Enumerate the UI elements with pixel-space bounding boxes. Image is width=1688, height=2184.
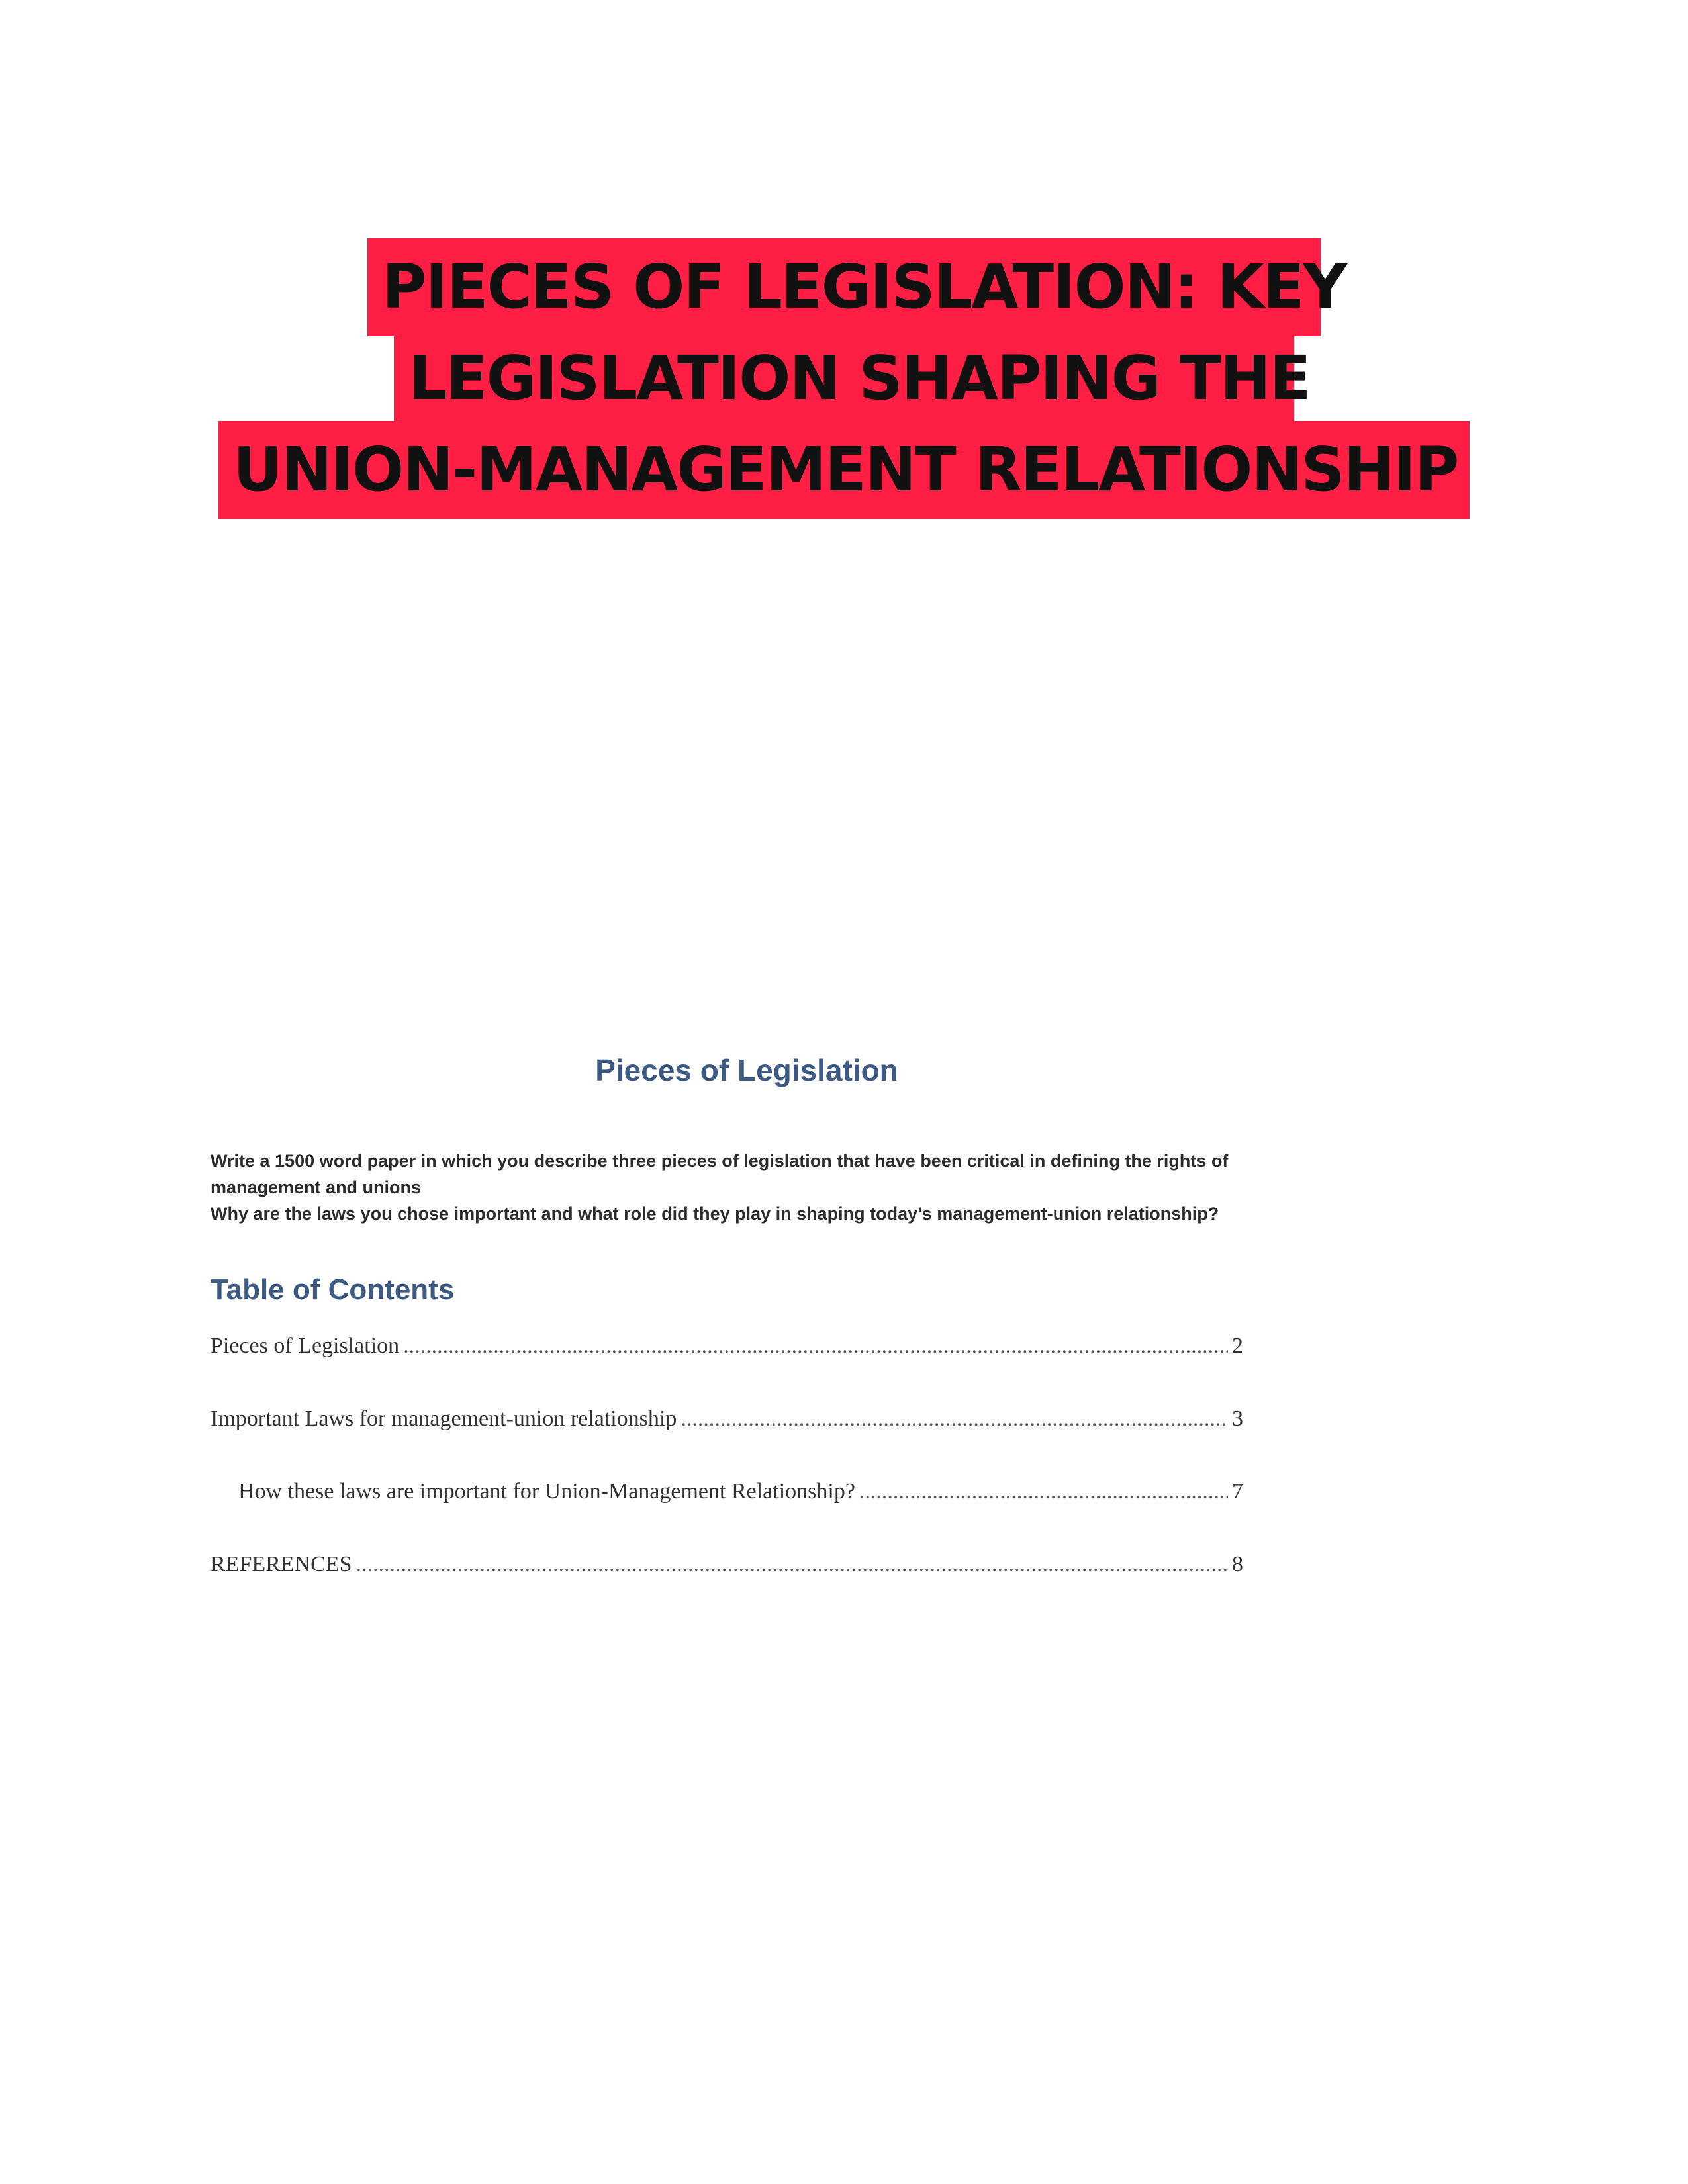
- toc-dot-leader: [680, 1406, 1228, 1432]
- banner-title-line-2: LEGISLATION SHAPING THE: [394, 330, 1294, 428]
- toc-entry-page: 3: [1232, 1406, 1243, 1431]
- toc-heading: Table of Contents: [211, 1273, 455, 1306]
- toc-entry-label: Pieces of Legislation: [211, 1334, 400, 1358]
- toc-dot-leader: [403, 1333, 1228, 1359]
- table-of-contents: [211, 1333, 1243, 1624]
- assignment-prompt-line-1: Write a 1500 word paper in which you describe three pieces of legislation that have been critical in defining the rights of management and unions: [211, 1151, 1229, 1197]
- assignment-prompt: [211, 1148, 1243, 1227]
- banner-title-line-1: PIECES OF LEGISLATION: KEY: [367, 238, 1321, 336]
- toc-entry-page: 2: [1232, 1334, 1243, 1358]
- assignment-prompt-line-2: Why are the laws you chose important and what role did they play in shaping today’s management-union relationship?: [211, 1204, 1219, 1224]
- toc-entry-label: REFERENCES: [211, 1552, 352, 1576]
- toc-entry-important-laws[interactable]: [211, 1406, 1243, 1479]
- cover-banner: [0, 238, 1688, 519]
- toc-entry-references[interactable]: [211, 1551, 1243, 1624]
- toc-entry-page: 8: [1232, 1552, 1243, 1576]
- toc-entry-pieces-of-legislation[interactable]: [211, 1333, 1243, 1406]
- toc-entry-label: Important Laws for management-union relationship: [211, 1406, 677, 1431]
- toc-entry-page: 7: [1232, 1479, 1243, 1504]
- banner-title-line-3: UNION-MANAGEMENT RELATIONSHIP: [218, 421, 1470, 519]
- toc-dot-leader: [355, 1551, 1228, 1578]
- document-title: Pieces of Legislation: [595, 1053, 898, 1087]
- document-preview: [211, 1052, 1243, 1624]
- toc-entry-how-laws-important[interactable]: [211, 1479, 1243, 1551]
- toc-dot-leader: [859, 1479, 1228, 1505]
- toc-entry-label: How these laws are important for Union-Management Relationship?: [238, 1479, 855, 1504]
